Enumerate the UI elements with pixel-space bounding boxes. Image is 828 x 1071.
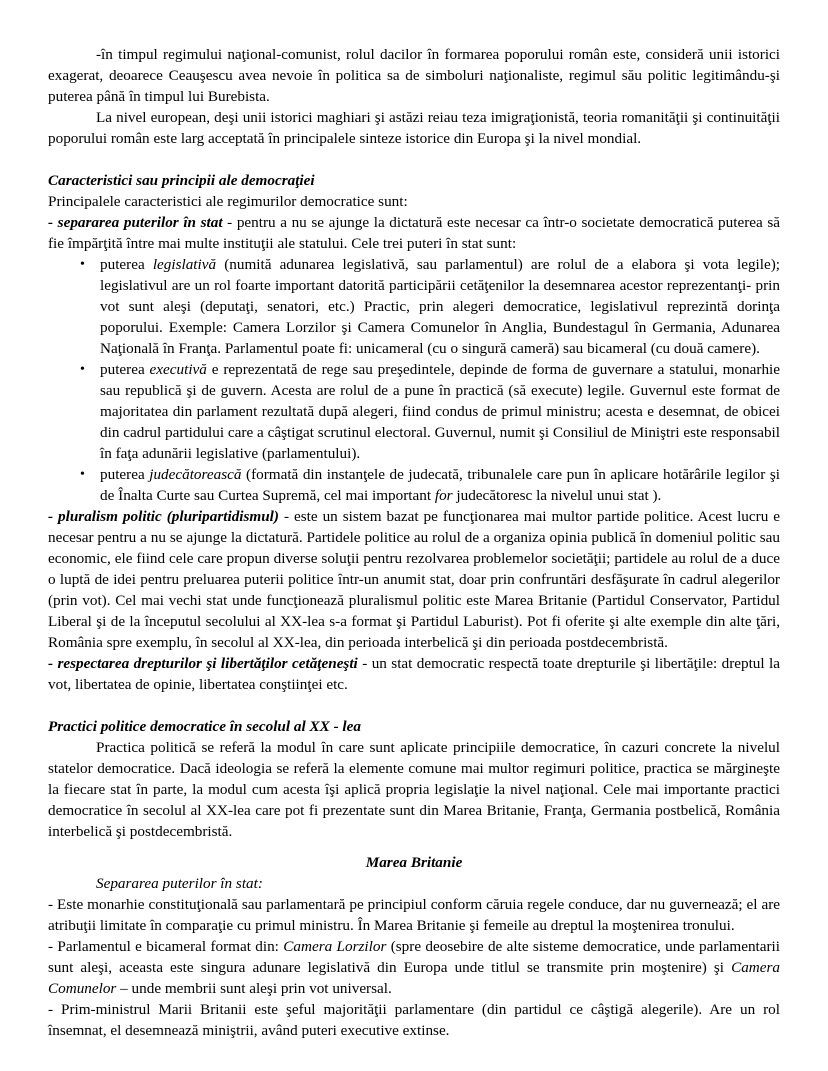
intro-paragraph-2: La nivel european, deşi unii istorici maghiari şi astăzi reiau teza imigraţionistă, teoria romanităţii şi continuităţii poporului român este larg acceptată în principalele sinteze istorice din Europa şi la nivel mondial. <box>48 109 780 147</box>
principle-pluralism-label: - pluralism politic (pluripartidismul) <box>48 508 279 525</box>
principle-rights-text: un stat democratic respectă toate drepturile şi libertăţile: dreptul la vot, libertatea de opinie, libertatea conştiinţei etc. <box>48 655 780 693</box>
britain-item-1: - Este monarhie constituţională sau parlamentară pe principiul conform căruia regele conduce, dar nu guvernează; el are atribuţii limitate în comparaţie cu primul ministru. În Marea Britanie şi femeile au dreptul la moştenirea tronului. <box>48 896 780 934</box>
principle-rights-label: - respectarea drepturilor şi libertăţilor cetăţeneşti <box>48 655 358 672</box>
list-item <box>48 464 780 506</box>
principle-rights <box>48 653 780 695</box>
principle-pluralism-text: este un sistem bazat pe funcţionarea mai multor partide politice. Acest lucru e necesar pentru a nu se ajunge la dictatură. Partidele politice au rolul de a organiza opinia publică în domeniul politic sau economic, ele fiind cele care propun diverse soluţii pentru rezolvarea problemelor societăţii; partidele au rolul de a duce o luptă de idei pentru preluarea puterii politice într-un anumit stat, doar prin confruntări desfăşurate în cadrul alegerilor (prin vot). Cel mai vechi stat unde funcţionează pluralismul politic este Marea Britanie (Partidul Conservator, Partidul Liberal şi de la începutul secolului al XX-lea s-a format şi Partidul Laburist). Pot fi oferite şi alte exemple din alte ţări, România spre exemplu, în secolul al XX-lea, din perioada interbelică şi din perioada postdecembristă. <box>48 508 781 651</box>
britain-item-2-middle: (spre deosebire de alte sisteme democratice, unde parlamentarii sunt aleşi, aceasta este singura adunare legislativă din Europa unde titlul se transmite prin moştenire) şi <box>48 938 780 976</box>
britain-subheading: Separarea puterilor în stat: <box>96 875 263 892</box>
power-legislative-lead: puterea <box>100 256 153 273</box>
britain-item-2-emphasis-2: Camera Comunelor <box>48 959 780 997</box>
power-judicial-text: (formată din instanţele de judecată, tribunalele care pun în aplicare hotărârile legilor şi de Înalta Curte sau Curtea Supremă, cel mai important <box>100 466 781 504</box>
principle-separation-dash: - <box>222 214 237 231</box>
britain-item-2 <box>48 936 780 999</box>
power-executive-text: e reprezentată de rege sau preşedintele, depinde de forma de guvernare a statului, monarhie sau republică şi de guvern. Acesta are rolul de a pune în practică (să execute) legile. Guvernul este format de majoritatea din parlament rezultată după alegeri, fiind condus de primul ministru; acesta e desemnat, de obicei din cadrul partidului care a câştigat scrutinul electoral. Guvernul, numit şi Consiliul de Miniştri este responsabil în faţa adunării legislative (parlamentului). <box>100 361 781 462</box>
list-item <box>48 254 780 359</box>
heading-practices: Practici politice democratice în secolul al XX - lea <box>48 718 361 735</box>
spacer <box>48 842 780 852</box>
spacer <box>48 149 780 170</box>
principle-pluralism-dash: - <box>278 508 294 525</box>
characteristics-lead: Principalele caracteristici ale regimurilor democratice sunt: <box>48 193 408 210</box>
britain-item-3: - Prim-ministrul Marii Britanii este şeful majorităţii parlamentare (din partidul ce câştigă alegerile). Are un rol însemnat, el desemnează miniştrii, având puteri executive extinse. <box>48 1001 780 1039</box>
power-legislative-emphasis: legislativă <box>152 256 217 273</box>
powers-list <box>48 254 780 506</box>
principle-separation-label: - separarea puterilor în stat <box>48 214 223 231</box>
power-executive-emphasis: executivă <box>149 361 207 378</box>
britain-item-2-lead: - Parlamentul e bicameral format din: <box>48 938 284 955</box>
britain-item-2-emphasis-1: Camera Lorzilor <box>283 938 387 955</box>
power-judicial-text-2: judecătoresc la nivelul unui stat ). <box>452 487 662 504</box>
heading-characteristics: Caracteristici sau principii ale democraţiei <box>48 172 315 189</box>
power-legislative-text: (numită adunarea legislativă, sau parlamentul) are rolul de a elabora şi vota legile); legislativul are un rol foarte important datorită participării cetăţenilor la desemnarea acestor reprezentanţi- prin vot sunt aleşi (deputaţi, senatori, etc.) Practic, prin alegeri democratice, legislativul reprezintă dorinţa poporului. Exemple: Camera Lorzilor şi Camera Comunelor în Anglia, Bundestagul în Germania, Adunarea Naţională în Franţa. Parlamentul poate fi: unicameral (cu o singură cameră) sau bicameral (cu două camere). <box>100 256 781 357</box>
principle-separation-powers <box>48 212 780 254</box>
principle-rights-dash: - <box>357 655 372 672</box>
spacer <box>48 695 780 716</box>
britain-item-2-tail: – unde membrii sunt aleşi prin vot universal. <box>116 980 392 997</box>
power-judicial-emphasis: judecătorească <box>149 466 242 483</box>
intro-paragraph-1: -în timpul regimului naţional-comunist, rolul dacilor în formarea poporului român este, consideră unii istorici exagerat, deoarece Ceauşescu avea nevoie în politica sa de simboluri naţionaliste, regimul său politic legitimându-şi puterea până în timpul lui Burebista. <box>48 46 780 105</box>
principle-separation-text: pentru a nu se ajunge la dictatură este necesar ca într-o societate democratică puterea să fie împărţită între mai multe instituţii ale statului. Cele trei puteri în stat sunt: <box>48 214 780 252</box>
heading-britain: Marea Britanie <box>365 854 463 871</box>
power-executive-lead: puterea <box>100 361 150 378</box>
power-judicial-emphasis-2: for <box>434 487 453 504</box>
list-item <box>48 359 780 464</box>
principle-pluralism <box>48 506 780 653</box>
practices-paragraph-1: Practica politică se referă la modul în care sunt aplicate principiile democratice, în cazuri concrete la nivelul statelor democratice. Dacă ideologia se referă la elemente comune mai multor regimuri politice, practica se mărgineşte la fiecare stat în parte, la modul cum acesta îşi aplică propria legislaţie la nivel naţional. Cele mai importante practici democratice în secolul al XX-lea care pot fi prezentate sunt din Marea Britanie, Franţa, Germania postbelică, România interbelică şi postdecembristă. <box>48 739 780 840</box>
power-judicial-lead: puterea <box>100 466 150 483</box>
